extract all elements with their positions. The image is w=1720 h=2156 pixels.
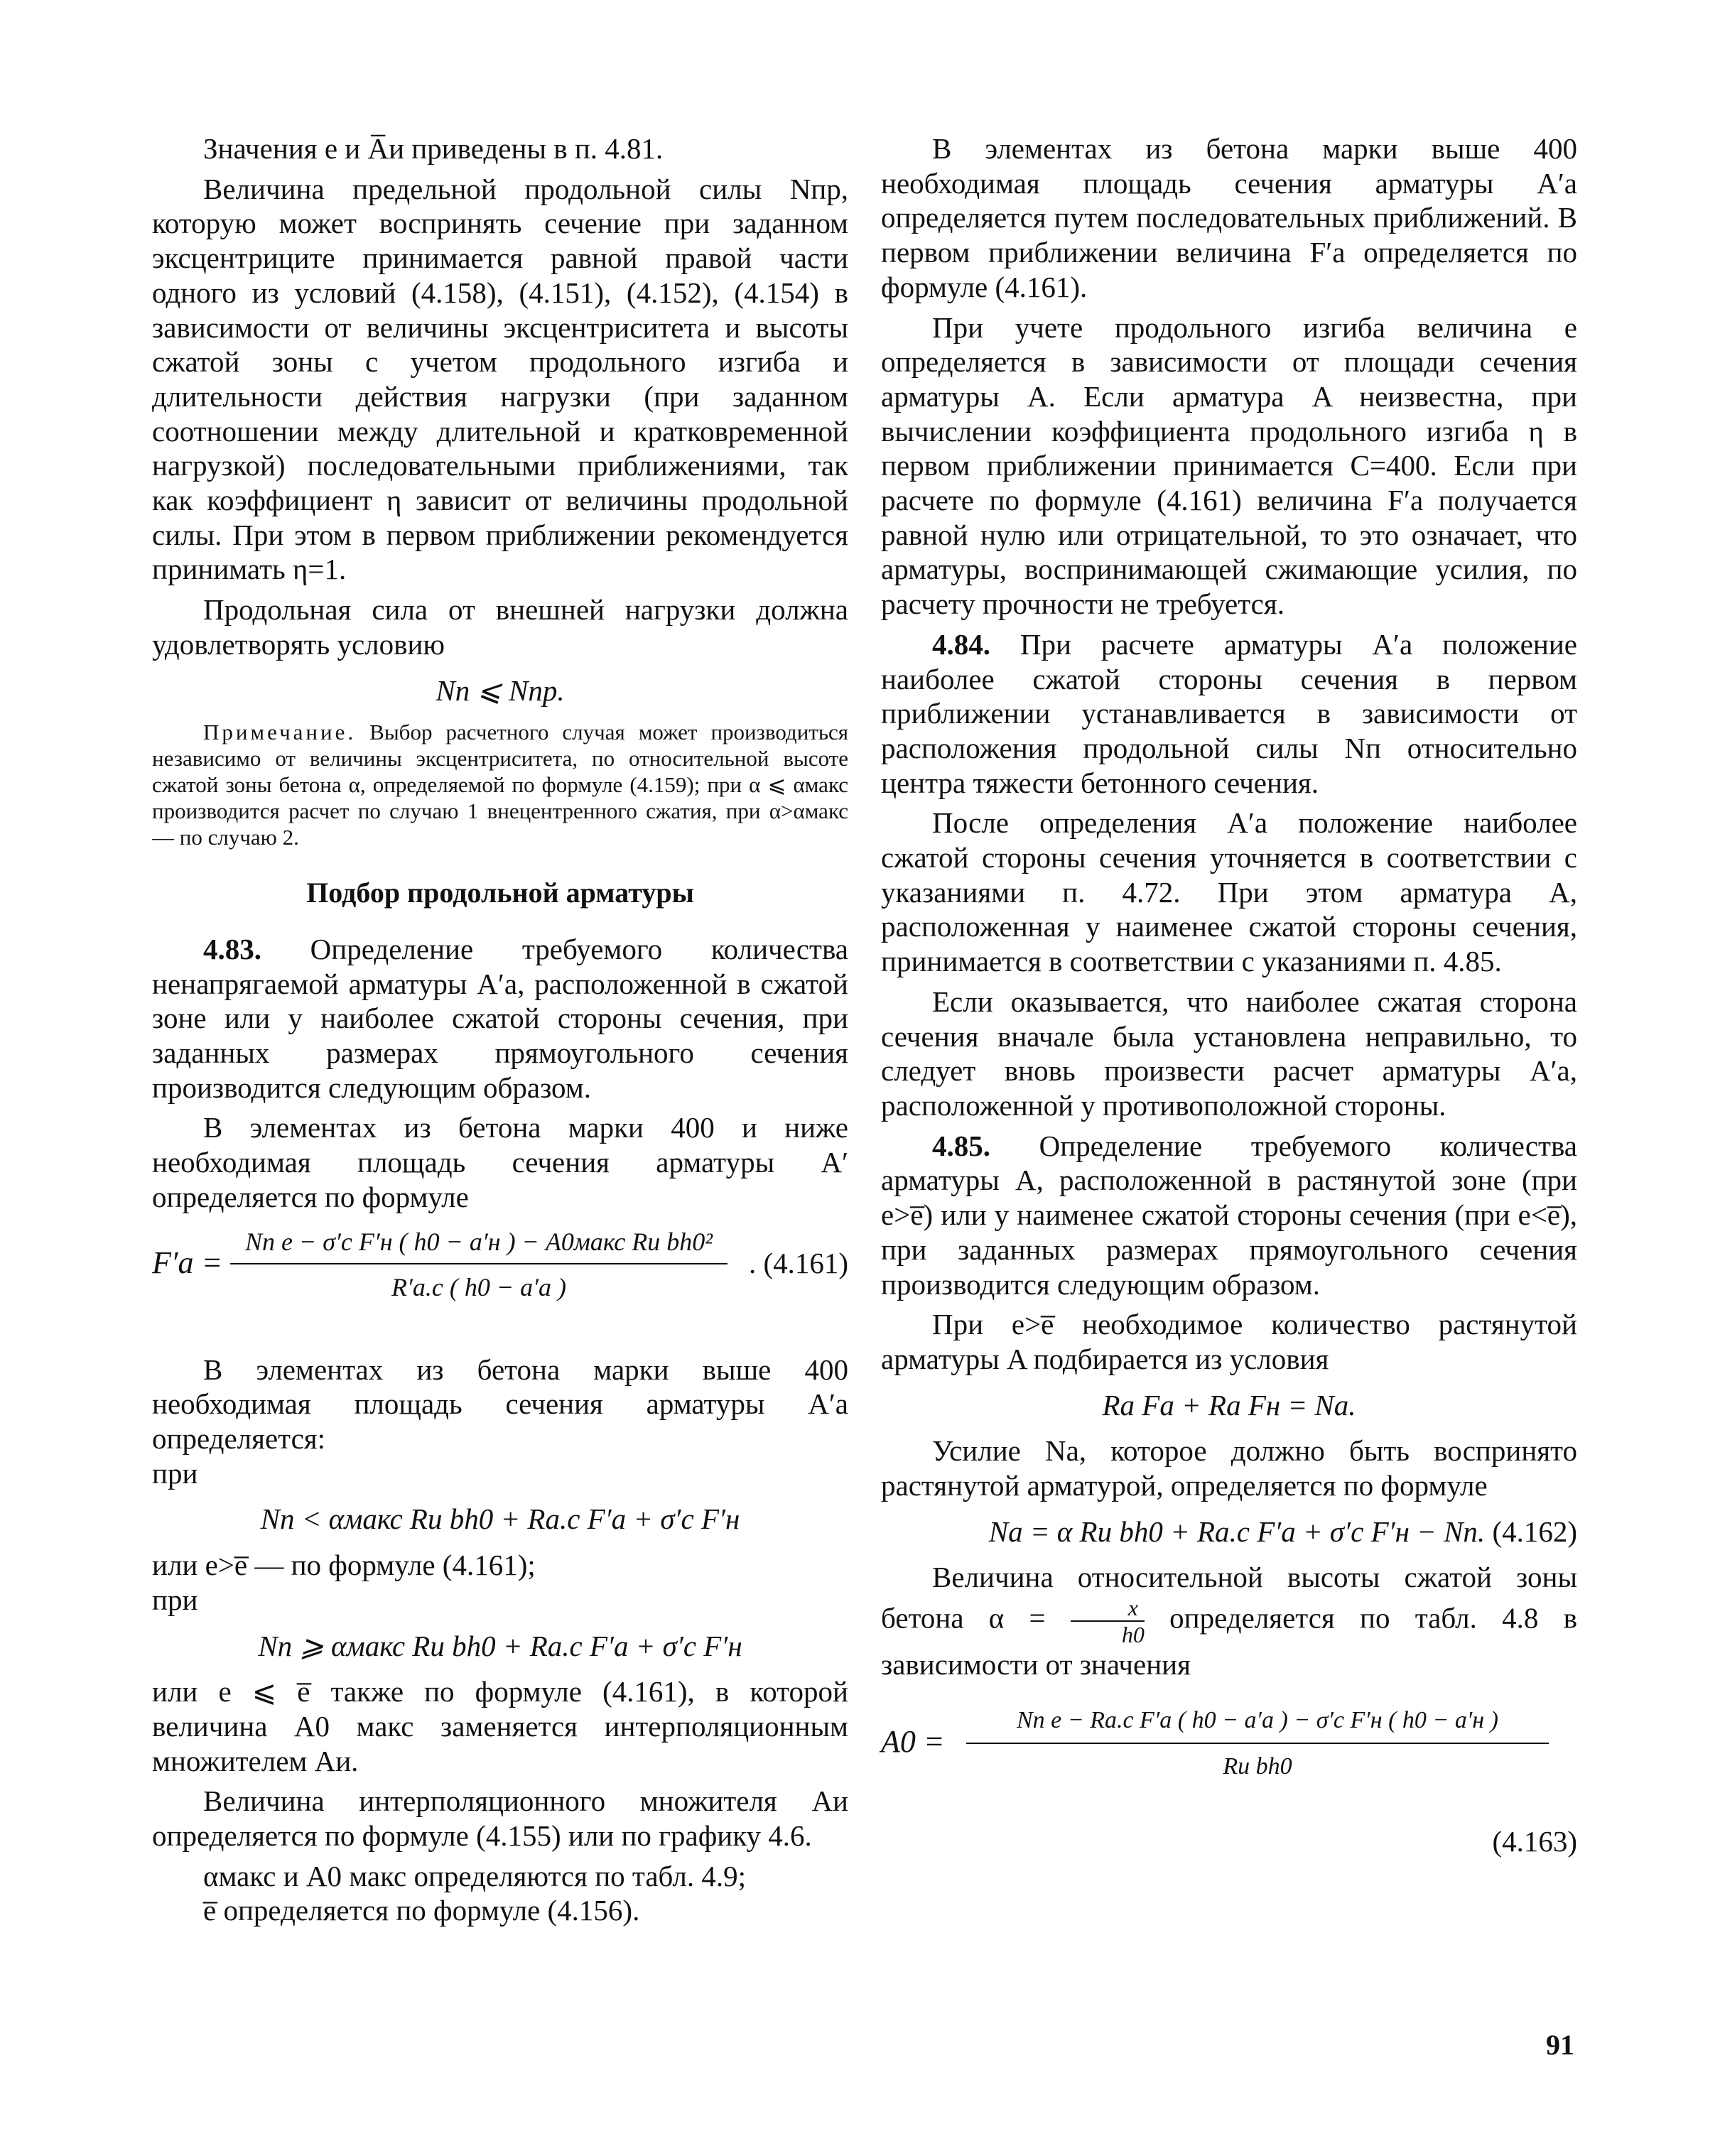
clause-number: 4.85. <box>932 1129 990 1162</box>
paragraph: или e ⩽ e̅ также по формуле (4.161), в которой величина A0 макс заменяется интерполяционным множителем Aи. <box>152 1675 848 1777</box>
paragraph: Усилие Nа, которое должно быть воспринято растянутой арматурой, определяется по формуле <box>881 1434 1577 1502</box>
formula-lhs: F′а = <box>152 1245 223 1280</box>
paragraph: αмакс и A0 макс определяются по табл. 4.9; <box>203 1859 746 1892</box>
formula: Nп ⩾ αмакс Rи bh0 + Rа.с F′а + σ′с F′н <box>258 1629 742 1662</box>
paragraph: При e>e̅ необходимое количество растянутой арматуры A подбирается из условия <box>881 1308 1577 1375</box>
fraction-numerator: x <box>1071 1595 1145 1622</box>
equation-number: . (4.161) <box>748 1246 848 1279</box>
inline-fraction <box>1071 1595 1145 1647</box>
formula-fraction <box>230 1225 728 1305</box>
paragraph: Величина предельной продольной силы Nпр, которую может воспринять сечение при заданном эксцентриците принимается равной правой части одного из условий (4.158), (4.151), (4.152), (4.154) в зависимости от величины эксцентриситета и высоты сжатой зоны с учетом продольного изгиба и длительности действия нагрузки (при заданном соотношении между длительной и кратковременной нагрузкой) последовательными приближениями, так как коэффициент η зависит от величины продольной силы. При этом в первом приближении рекомендуется принимать η=1. <box>152 172 848 586</box>
paragraph: e̅ определяется по формуле (4.156). <box>203 1894 640 1927</box>
equation-number: (4.162) <box>1492 1515 1577 1548</box>
paragraph: После определения A′а положение наиболее сжатой стороны сечения уточняется в соответствии с указаниями п. 4.72. При этом арматура A, расположенная у наименее сжатой стороны сечения, принимается в соответствии с указаниями п. 4.85. <box>881 806 1577 978</box>
paragraph: Если оказывается, что наиболее сжатая сторона сечения вначале была установлена неправильно, то следует вновь произвести расчет арматуры A′а, расположенной у противоположной стороны. <box>881 985 1577 1122</box>
paragraph: В элементах из бетона марки 400 и ниже необходимая площадь сечения арматуры A′ определяется по формуле <box>152 1111 848 1213</box>
equation-number: (4.163) <box>1492 1824 1577 1858</box>
page-number: 91 <box>1546 2029 1574 2061</box>
paragraph: Значения e и A̅и приведены в п. 4.81. <box>203 132 664 165</box>
paragraph: при <box>152 1456 198 1490</box>
text: определяется по табл. 4.8 в зависимости от значения <box>881 1601 1577 1681</box>
formula-4-163 <box>881 1703 1577 1803</box>
formula-denominator: R′а.с ( h0 − a′а ) <box>391 1273 566 1302</box>
paragraph: или e>e̅ — по формуле (4.161); <box>152 1549 536 1582</box>
formula-numerator: Nп e − σ′с F′н ( h0 − a′н ) − A0макс Rи bh0² <box>230 1225 728 1265</box>
formula-fraction <box>966 1703 1549 1784</box>
formula-lhs: A0 = <box>881 1723 945 1759</box>
section-heading: Подбор продольной арматуры <box>306 877 694 909</box>
note <box>152 719 848 850</box>
paragraph <box>881 1129 1577 1302</box>
clause-number: 4.83. <box>203 932 261 965</box>
formula-numerator: Nп e − Rа.с F′а ( h0 − a′а ) − σ′с F′н ( h0 − a′н ) <box>966 1703 1549 1744</box>
clause-number: 4.84. <box>932 627 990 661</box>
formula-4-162 <box>881 1515 1577 1549</box>
formula: Rа Fа + Rа Fн = Nа. <box>1102 1388 1356 1421</box>
note-label: Примечание. <box>203 720 357 745</box>
formula: Nп < αмакс Rи bh0 + Rа.с F′а + σ′с F′н <box>260 1502 740 1536</box>
fraction-denominator: h0 <box>1121 1622 1145 1648</box>
paragraph <box>152 932 848 1105</box>
formula-body: Nа = α Rи bh0 + Rа.с F′а + σ′с F′н − Nп. <box>988 1515 1486 1548</box>
paragraph <box>881 1560 1577 1681</box>
paragraph: При учете продольного изгиба величина e определяется в зависимости от площади сечения арматуры A. Если арматура A неизвестна, при вычислении коэффициента продольного изгиба η в первом приближении принимается C=400. Если при расчете по формуле (4.161) величина F′а получается равной нулю или отрицательной, то это означает, что арматуры, воспринимающей сжимающие усилия, по расчету прочности не требуется. <box>881 310 1577 621</box>
formula-4-161 <box>152 1225 848 1331</box>
paragraph: В элементах из бетона марки выше 400 необходимая площадь сечения арматуры A′а определяется путем последовательных приближений. В первом приближении величина F′а определяется по формуле (4.161). <box>881 132 1577 303</box>
paragraph: при <box>152 1583 198 1616</box>
formula-denominator: Rи bh0 <box>1223 1753 1292 1779</box>
clause-text: Определение требуемого количества арматуры A, расположенной в растянутой зоне (при e>e̅) или у наименее сжатой стороны сечения (при e<e̅), при заданных размерах прямоугольного сечения производится следующим образом. <box>881 1129 1577 1301</box>
left-column <box>152 131 848 1928</box>
note-text: Выбор расчетного случая может производиться независимо от величины эксцентриситета, по относительной высоте сжатой зоны бетона α, определяемой по формуле (4.159); при α ⩽ αмакс производится расчет по случаю 1 внецентренного сжатия, при α>αмакс — по случаю 2. <box>152 720 848 850</box>
clause-text: При расчете арматуры A′а положение наиболее сжатой стороны сечения в первом приближении устанавливается в зависимости от расположения продольной силы Nп относительно центра тяжести бетонного сечения. <box>881 627 1577 799</box>
formula: Nп ⩽ Nпр. <box>436 673 565 707</box>
paragraph: Величина интерполяционного множителя Aи определяется по формуле (4.155) или по графику 4.6. <box>152 1784 848 1853</box>
clause-text: Определение требуемого количества ненапрягаемой арматуры A′а, расположенной в сжатой зоне или у наиболее сжатой стороны сечения, при заданных размерах прямоугольного сечения производится следующим образом. <box>152 932 848 1104</box>
right-column <box>881 131 1577 1859</box>
paragraph: Продольная сила от внешней нагрузки должна удовлетворять условию <box>152 593 848 661</box>
paragraph <box>881 627 1577 801</box>
text: Величина относительной высоты сжатой зоны бетона α = <box>881 1561 1577 1635</box>
paragraph: В элементах из бетона марки выше 400 необходимая площадь сечения арматуры A′а определяется: <box>152 1353 848 1455</box>
